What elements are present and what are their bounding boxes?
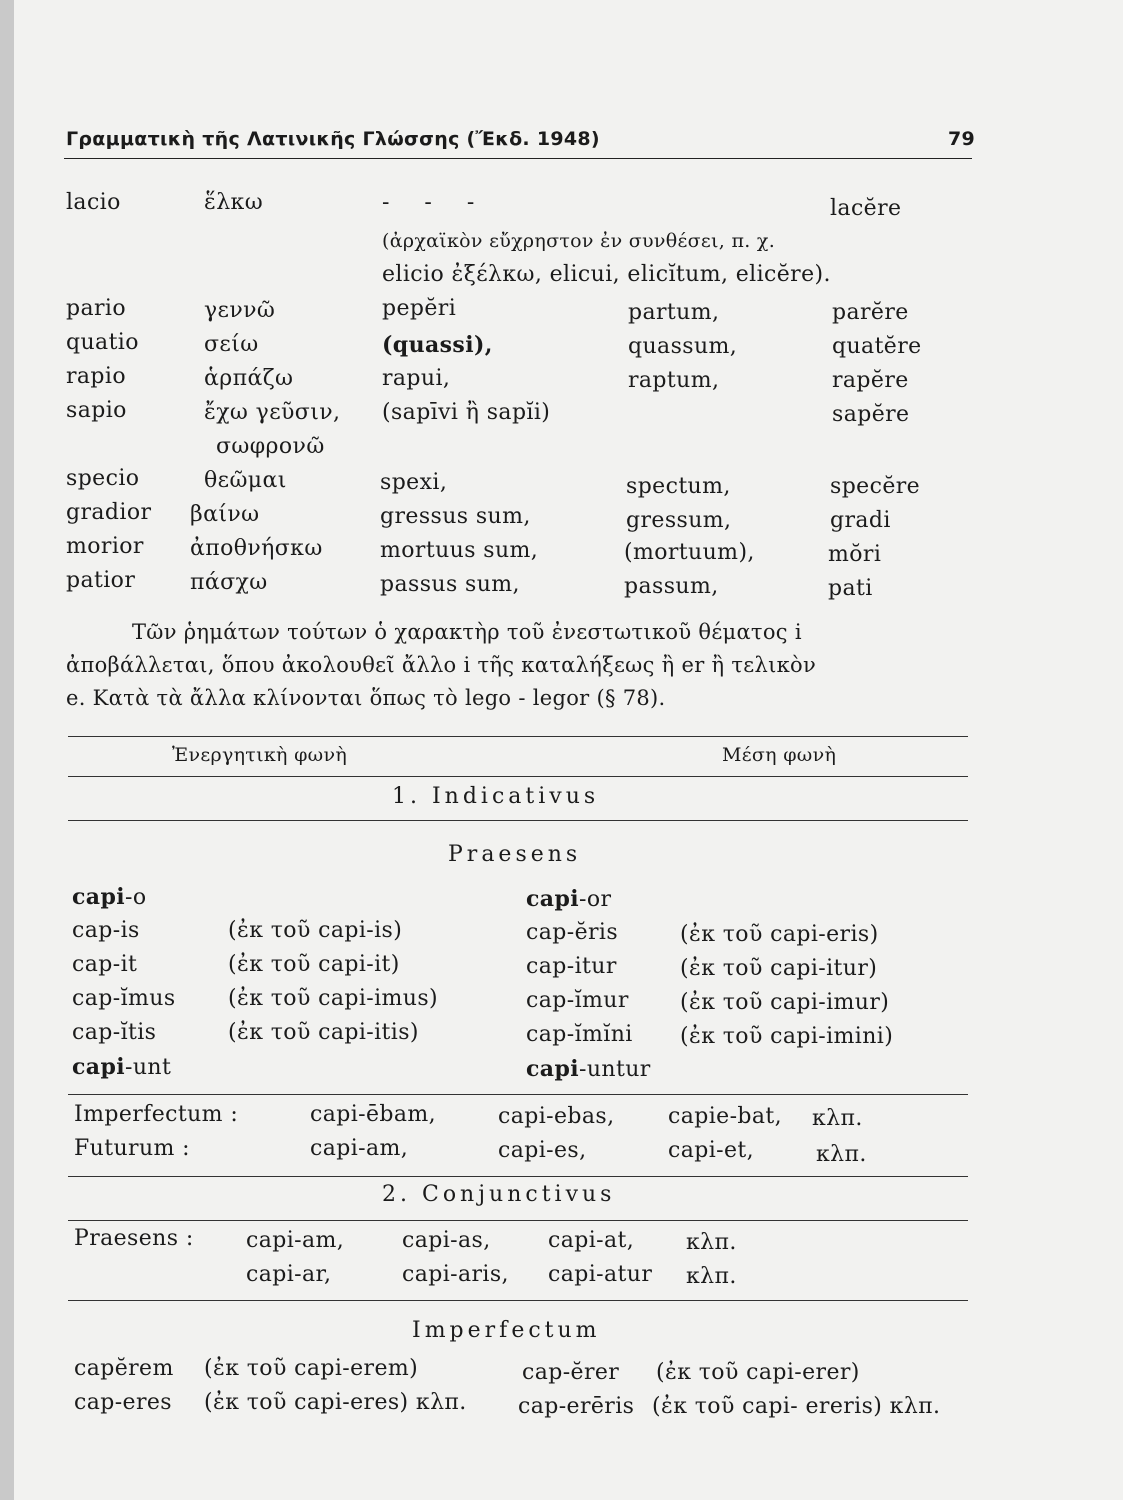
verb-note: elicio ἐξέλκω, elicui, elicĭtum, elicĕre). bbox=[382, 262, 831, 287]
form-stem: cap bbox=[72, 918, 113, 943]
form-note: (ἐκ τοῦ capi-itur) bbox=[680, 956, 878, 981]
verb-greek: πάσχω bbox=[190, 570, 268, 595]
form-middle: cap-erēris bbox=[518, 1394, 635, 1419]
explanatory-paragraph bbox=[66, 616, 972, 715]
tense-etc: κλπ. bbox=[686, 1264, 737, 1289]
verb-greek: σείω bbox=[204, 332, 259, 357]
verb-latin: gradior bbox=[66, 500, 152, 525]
table-rule bbox=[68, 736, 968, 737]
verb-greek: ἕλκω bbox=[204, 190, 264, 215]
verb-perfect: passus sum, bbox=[380, 572, 520, 597]
header-rule bbox=[64, 158, 972, 159]
verb-perfect: - - - bbox=[382, 190, 489, 215]
verb-perfect: (quassi), bbox=[382, 332, 493, 358]
tense-form: capi-es, bbox=[498, 1138, 587, 1163]
verb-infinitive: sapĕre bbox=[832, 402, 910, 427]
verb-infinitive: parĕre bbox=[832, 300, 909, 325]
verb-supine: partum, bbox=[628, 300, 720, 325]
table-rule bbox=[68, 1094, 968, 1095]
form-note: (ἐκ τοῦ capi- ereris) κλπ. bbox=[652, 1394, 941, 1419]
form-note: (ἐκ τοῦ capi-imus) bbox=[228, 986, 439, 1011]
verb-greek: ἀποθνήσκω bbox=[190, 536, 323, 561]
verb-greek: θεῶμαι bbox=[204, 468, 287, 493]
form-ending: -ĕris bbox=[566, 920, 619, 945]
tense-form: capi-et, bbox=[668, 1138, 755, 1163]
verb-latin: lacio bbox=[66, 190, 121, 215]
form-note: (ἐκ τοῦ capi-eris) bbox=[680, 922, 879, 947]
verb-latin: specio bbox=[66, 466, 140, 491]
verb-note: (ἀρχαϊκὸν εὔχρηστον ἐν συνθέσει, π. χ. bbox=[382, 230, 776, 252]
verb-latin: morior bbox=[66, 534, 144, 559]
form-note: (ἐκ τοῦ capi-is) bbox=[228, 918, 403, 943]
tense-etc: κλπ. bbox=[686, 1230, 737, 1255]
form-ending: -ĭmĭni bbox=[566, 1022, 633, 1047]
tense-etc: κλπ. bbox=[812, 1106, 863, 1131]
verb-perfect: spexi, bbox=[380, 470, 448, 495]
verb-infinitive: rapĕre bbox=[832, 368, 909, 393]
verb-greek: ἁρπάζω bbox=[204, 366, 294, 391]
verb-perfect: gressus sum, bbox=[380, 504, 531, 529]
form-ending: -untur bbox=[579, 1057, 651, 1082]
form-note: (ἐκ τοῦ capi-eres) κλπ. bbox=[204, 1390, 467, 1415]
form-note: (ἐκ τοῦ capi-erer) bbox=[656, 1360, 860, 1385]
form-note: (ἐκ τοῦ capi-erem) bbox=[204, 1356, 419, 1381]
table-rule bbox=[68, 776, 968, 777]
verb-latin: patior bbox=[66, 568, 136, 593]
tense-form: capi-ar, bbox=[246, 1262, 332, 1287]
section-heading-conjunctivus: 2. Conjunctivus bbox=[382, 1182, 616, 1207]
tense-etc: κλπ. bbox=[816, 1142, 867, 1167]
verb-perfect: (sapīvi ἢ sapĭi) bbox=[382, 400, 551, 425]
form-note: (ἐκ τοῦ capi-imini) bbox=[680, 1024, 894, 1049]
form-ending: -itur bbox=[566, 954, 617, 979]
form-stem: cap bbox=[72, 1020, 113, 1045]
verb-infinitive: gradi bbox=[830, 508, 891, 533]
form-stem: cap bbox=[72, 952, 113, 977]
form-stem: cap bbox=[526, 954, 567, 979]
form-stem: cap bbox=[72, 986, 113, 1011]
form-stem: capi bbox=[72, 884, 125, 910]
tense-form: capi-as, bbox=[402, 1228, 491, 1253]
verb-latin: quatio bbox=[66, 330, 139, 355]
verb-latin: pario bbox=[66, 296, 126, 321]
verb-supine: spectum, bbox=[626, 474, 731, 499]
tense-form: capi-at, bbox=[548, 1228, 635, 1253]
verb-supine: quassum, bbox=[628, 334, 738, 359]
verb-latin: sapio bbox=[66, 398, 127, 423]
tense-form: capi-ēbam, bbox=[310, 1102, 437, 1127]
tense-form: capie-bat, bbox=[668, 1104, 783, 1129]
paragraph-line: Τῶν ῥημάτων τούτων ὁ χαρακτὴρ τοῦ ἐνεστωτικοῦ θέματος i bbox=[132, 620, 802, 644]
tense-label-futurum: Futurum : bbox=[74, 1136, 190, 1161]
column-header-active: Ἐνεργητικὴ φωνὴ bbox=[172, 744, 347, 766]
form-stem: capi bbox=[526, 886, 579, 912]
column-header-middle: Μέση φωνὴ bbox=[722, 744, 837, 766]
verb-latin: rapio bbox=[66, 364, 126, 389]
verb-greek-continued: σωφρονῶ bbox=[216, 434, 325, 459]
verb-infinitive: quatĕre bbox=[832, 334, 922, 359]
form-stem: capi bbox=[72, 1054, 125, 1080]
form-middle: cap-ĕrer bbox=[522, 1360, 620, 1385]
form-ending: -it bbox=[112, 952, 138, 977]
form-ending: -ĭmur bbox=[566, 988, 629, 1013]
form-active: capĕrem bbox=[74, 1356, 174, 1381]
paragraph-line: e. Κατὰ τὰ ἄλλα κλίνονται ὅπως τὸ lego - legor (§ 78). bbox=[66, 686, 666, 710]
verb-greek: γεννῶ bbox=[204, 298, 276, 323]
tense-form: capi-atur bbox=[548, 1262, 653, 1287]
verb-infinitive: lacĕre bbox=[830, 196, 902, 221]
tense-form: capi-am, bbox=[310, 1136, 409, 1161]
verb-infinitive: pati bbox=[828, 576, 873, 601]
form-ending: -is bbox=[112, 918, 140, 943]
verb-supine: (mortuum), bbox=[624, 540, 755, 565]
verb-perfect: pepĕri bbox=[382, 296, 457, 321]
verb-perfect: mortuus sum, bbox=[380, 538, 539, 563]
verb-infinitive: mŏri bbox=[828, 542, 882, 567]
form-note: (ἐκ τοῦ capi-imur) bbox=[680, 990, 890, 1015]
paragraph-line: ἀποβάλλεται, ὅπου ἀκολουθεῖ ἄλλο i τῆς καταλήξεως ἢ er ἢ τελικὸν bbox=[66, 653, 817, 677]
subheading-praesens: Praesens bbox=[448, 842, 582, 867]
form-stem: cap bbox=[526, 1022, 567, 1047]
form-ending: -ĭmus bbox=[112, 986, 176, 1011]
form-stem: capi bbox=[526, 1056, 579, 1082]
running-header-title: Γραμματικὴ τῆς Λατινικῆς Γλώσσης (Ἔκδ. 1948) bbox=[66, 128, 600, 150]
tense-form: capi-am, bbox=[246, 1228, 345, 1253]
form-ending: -unt bbox=[125, 1055, 172, 1080]
tense-form: capi-ebas, bbox=[498, 1104, 615, 1129]
table-rule bbox=[68, 1220, 968, 1221]
form-ending: -ĭtis bbox=[112, 1020, 157, 1045]
form-note: (ἐκ τοῦ capi-itis) bbox=[228, 1020, 419, 1045]
verb-infinitive: specĕre bbox=[830, 474, 921, 499]
verb-supine: raptum, bbox=[628, 368, 720, 393]
page-number: 79 bbox=[948, 128, 976, 150]
form-ending: -or bbox=[579, 887, 612, 912]
table-rule bbox=[68, 1300, 968, 1301]
table-rule bbox=[68, 820, 968, 821]
verb-greek: βαίνω bbox=[190, 502, 260, 527]
verb-greek: ἔχω γεῦσιν, bbox=[204, 400, 341, 425]
tense-label-praesens: Praesens : bbox=[74, 1226, 194, 1251]
table-rule bbox=[68, 1176, 968, 1177]
form-stem: cap bbox=[526, 920, 567, 945]
tense-form: capi-aris, bbox=[402, 1262, 509, 1287]
form-ending: -o bbox=[125, 885, 147, 910]
verb-supine: passum, bbox=[624, 574, 719, 599]
form-stem: cap bbox=[526, 988, 567, 1013]
verb-supine: gressum, bbox=[626, 508, 732, 533]
form-active: cap-eres bbox=[74, 1390, 172, 1415]
subheading-imperfectum: Imperfectum bbox=[412, 1318, 601, 1343]
form-note: (ἐκ τοῦ capi-it) bbox=[228, 952, 400, 977]
tense-label-imperfectum: Imperfectum : bbox=[74, 1102, 239, 1127]
section-heading-indicativus: 1. Indicativus bbox=[392, 784, 600, 809]
verb-perfect: rapui, bbox=[382, 366, 451, 391]
